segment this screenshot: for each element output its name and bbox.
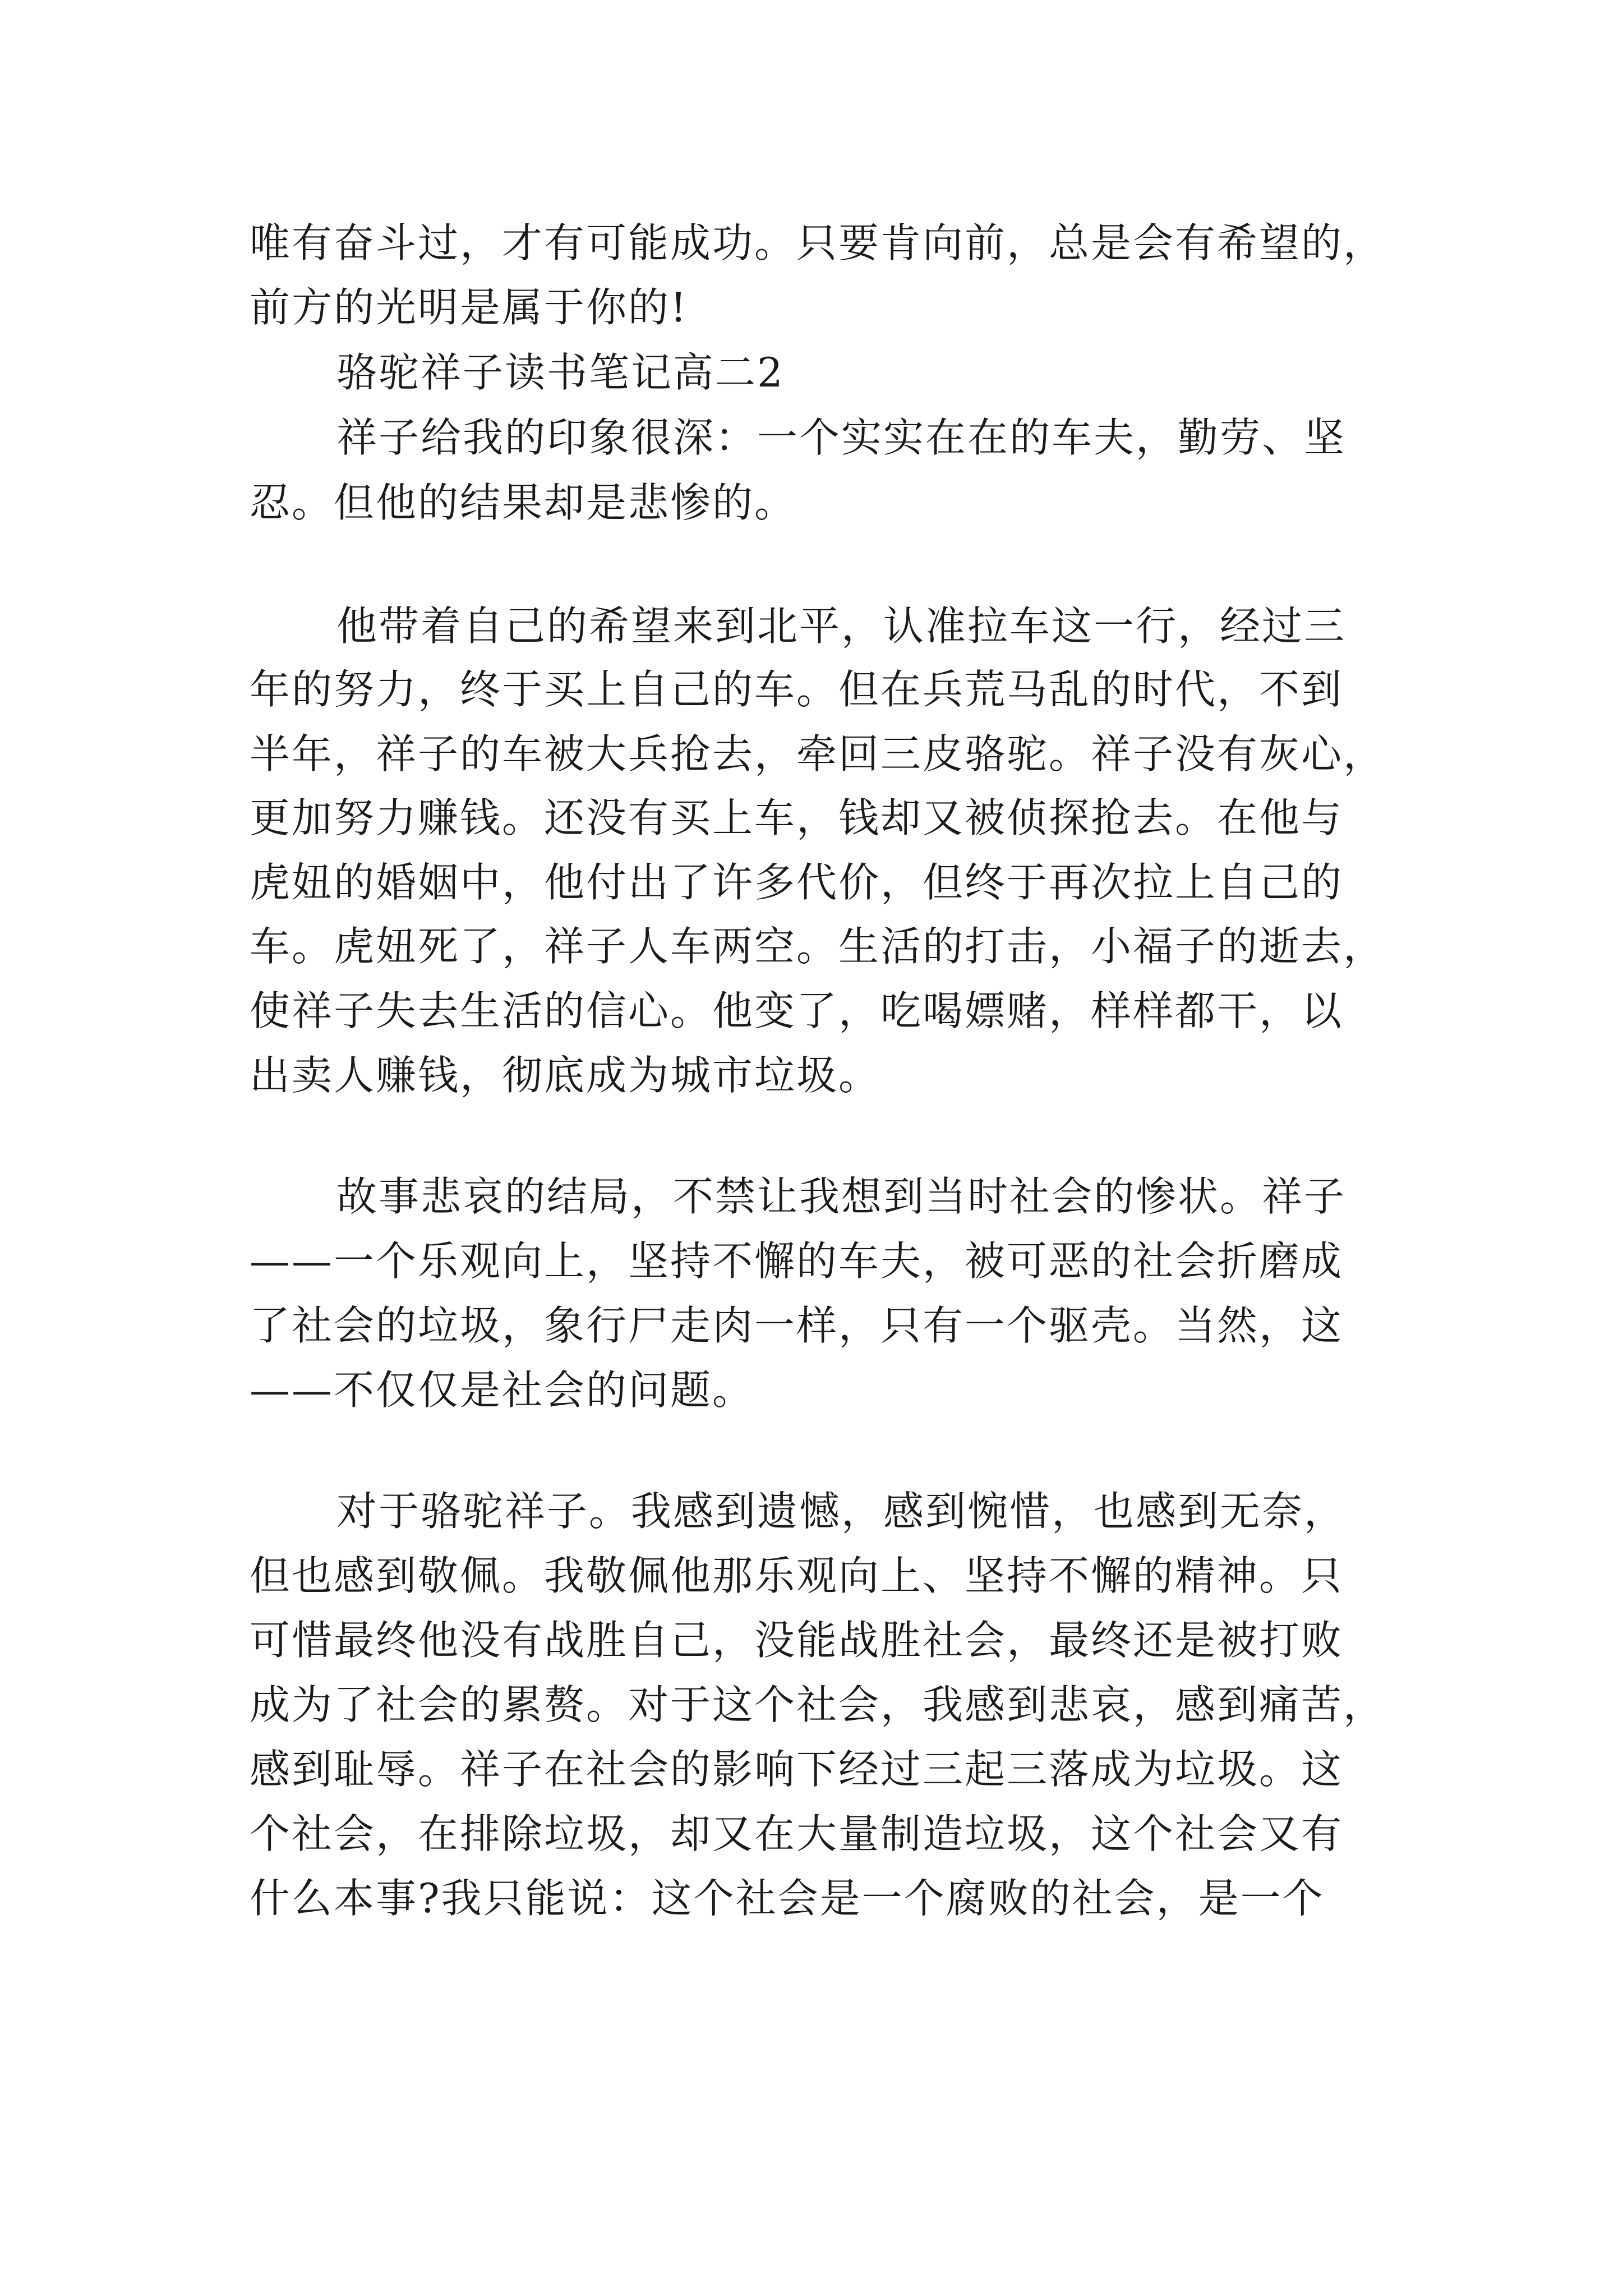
text-line: 年的努力，终于买上自己的车。但在兵荒马乱的时代，不到	[250, 666, 1344, 713]
text-line: 了社会的垃圾，象行尸走肉一样，只有一个驱壳。当然，这	[250, 1302, 1344, 1349]
text-line: 出卖人赚钱，彻底成为城市垃圾。	[250, 1052, 881, 1099]
text-line: 忍。但他的结果却是悲惨的。	[250, 479, 797, 526]
text-line: 什么本事?我只能说：这个社会是一个腐败的社会，是一个	[250, 1875, 1325, 1922]
text-line: 故事悲哀的结局，不禁让我想到当时社会的惨状。祥子	[336, 1173, 1347, 1220]
text-line: 使祥子失去生活的信心。他变了，吃喝嫖赌，样样都干，以	[250, 987, 1344, 1034]
text-line: ——不仅仅是社会的问题。	[250, 1366, 755, 1414]
text-line: 前方的光明是属于你的!	[250, 284, 688, 331]
text-line: 对于骆驼祥子。我感到遗憾，感到惋惜，也感到无奈，	[336, 1488, 1347, 1535]
text-line: 可惜最终他没有战胜自己，没能战胜社会，最终还是被打败	[250, 1617, 1344, 1664]
text-line: 成为了社会的累赘。对于这个社会，我感到悲哀，感到痛苦，	[250, 1681, 1386, 1728]
text-line: 半年，祥子的车被大兵抢去，牵回三皮骆驼。祥子没有灰心，	[250, 730, 1386, 777]
text-line: 但也感到敬佩。我敬佩他那乐观向上、坚持不懈的精神。只	[250, 1552, 1344, 1599]
text-line: ——一个乐观向上，坚持不懈的车夫，被可恶的社会折磨成	[250, 1237, 1344, 1285]
text-line: 个社会，在排除垃圾，却又在大量制造垃圾，这个社会又有	[250, 1810, 1344, 1857]
text-line: 他带着自己的希望来到北平，认准拉车这一行，经过三	[336, 602, 1347, 650]
text-line: 更加努力赚钱。还没有买上车，钱却又被侦探抢去。在他与	[250, 794, 1344, 841]
text-line: 车。虎妞死了，祥子人车两空。生活的打击，小福子的逝去，	[250, 923, 1386, 970]
text-line: 感到耻辱。祥子在社会的影响下经过三起三落成为垃圾。这	[250, 1746, 1344, 1793]
text-line: 祥子给我的印象很深：一个实实在在的车夫，勤劳、坚	[336, 414, 1347, 461]
text-line: 唯有奋斗过，才有可能成功。只要肯向前，总是会有希望的，	[250, 219, 1386, 266]
section-heading: 骆驼祥子读书笔记高二2	[336, 349, 785, 396]
text-line: 虎妞的婚姻中，他付出了许多代价，但终于再次拉上自己的	[250, 859, 1344, 906]
